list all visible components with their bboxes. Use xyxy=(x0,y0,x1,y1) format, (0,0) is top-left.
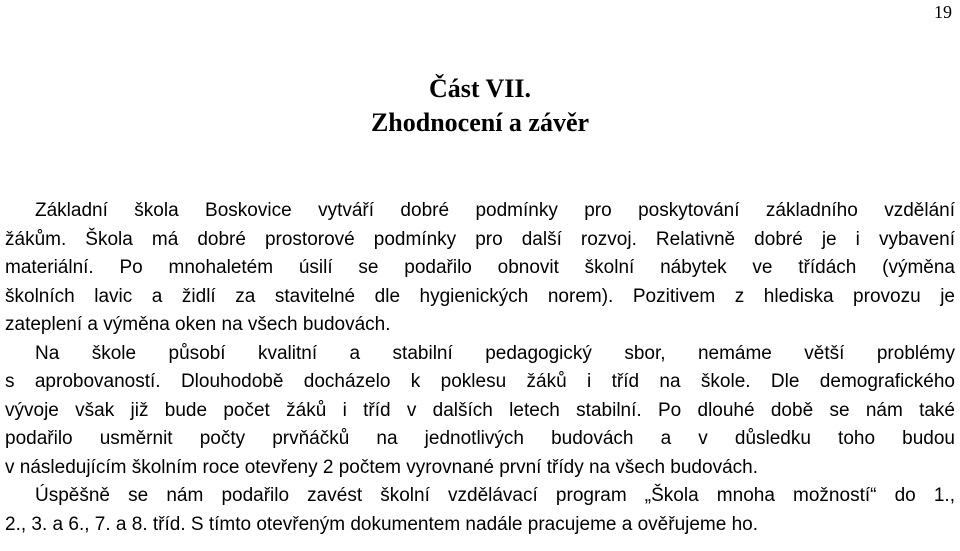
body-text xyxy=(5,197,955,539)
text-line: vývoje však již bude počet žáků i tříd v dalších letech stabilní. Po dlouhé době se nám také xyxy=(5,399,955,421)
page-number: 19 xyxy=(934,2,952,22)
text-line: Úspěšně se nám podařilo zavést školní vzdělávací program „Škola mnoha možností“ do 1., xyxy=(35,485,955,506)
text-line: s aprobovaností. Dlouhodobě docházelo k poklesu žáků i tříd na škole. Dle demografického xyxy=(5,371,955,392)
section-heading xyxy=(0,72,960,140)
text-line: materiální. Po mnohaletém úsilí se podařilo obnovit školní nábytek ve třídách (výměna xyxy=(5,257,955,278)
part-heading: Část VII. xyxy=(428,74,532,103)
section-title: Zhodnocení a závěr xyxy=(370,108,590,137)
text-line: školních lavic a židlí za stavitelné dle hygienických norem). Pozitivem z hlediska provozu je xyxy=(5,285,955,307)
text-line: zateplení a výměna oken na všech budovách. xyxy=(5,314,391,335)
text-line: žákům. Škola má dobré prostorové podmínky pro další rozvoj. Relativně dobré je i vybavení xyxy=(5,228,955,250)
text-line: podařilo usměrnit počty prvňáčků na jednotlivých budovách a v důsledku toho budou xyxy=(5,428,955,449)
text-line: Základní škola Boskovice vytváří dobré podmínky pro poskytování základního vzdělání xyxy=(35,200,955,221)
text-line: Na škole působí kvalitní a stabilní pedagogický sbor, nemáme větší problémy xyxy=(35,342,955,364)
text-line: 2., 3. a 6., 7. a 8. tříd. S tímto otevřeným dokumentem nadále pracujeme a ověřujeme ho. xyxy=(5,513,759,535)
text-line: v následujícím školním roce otevřeny 2 počtem vyrovnané první třídy na všech budovách. xyxy=(5,456,758,478)
